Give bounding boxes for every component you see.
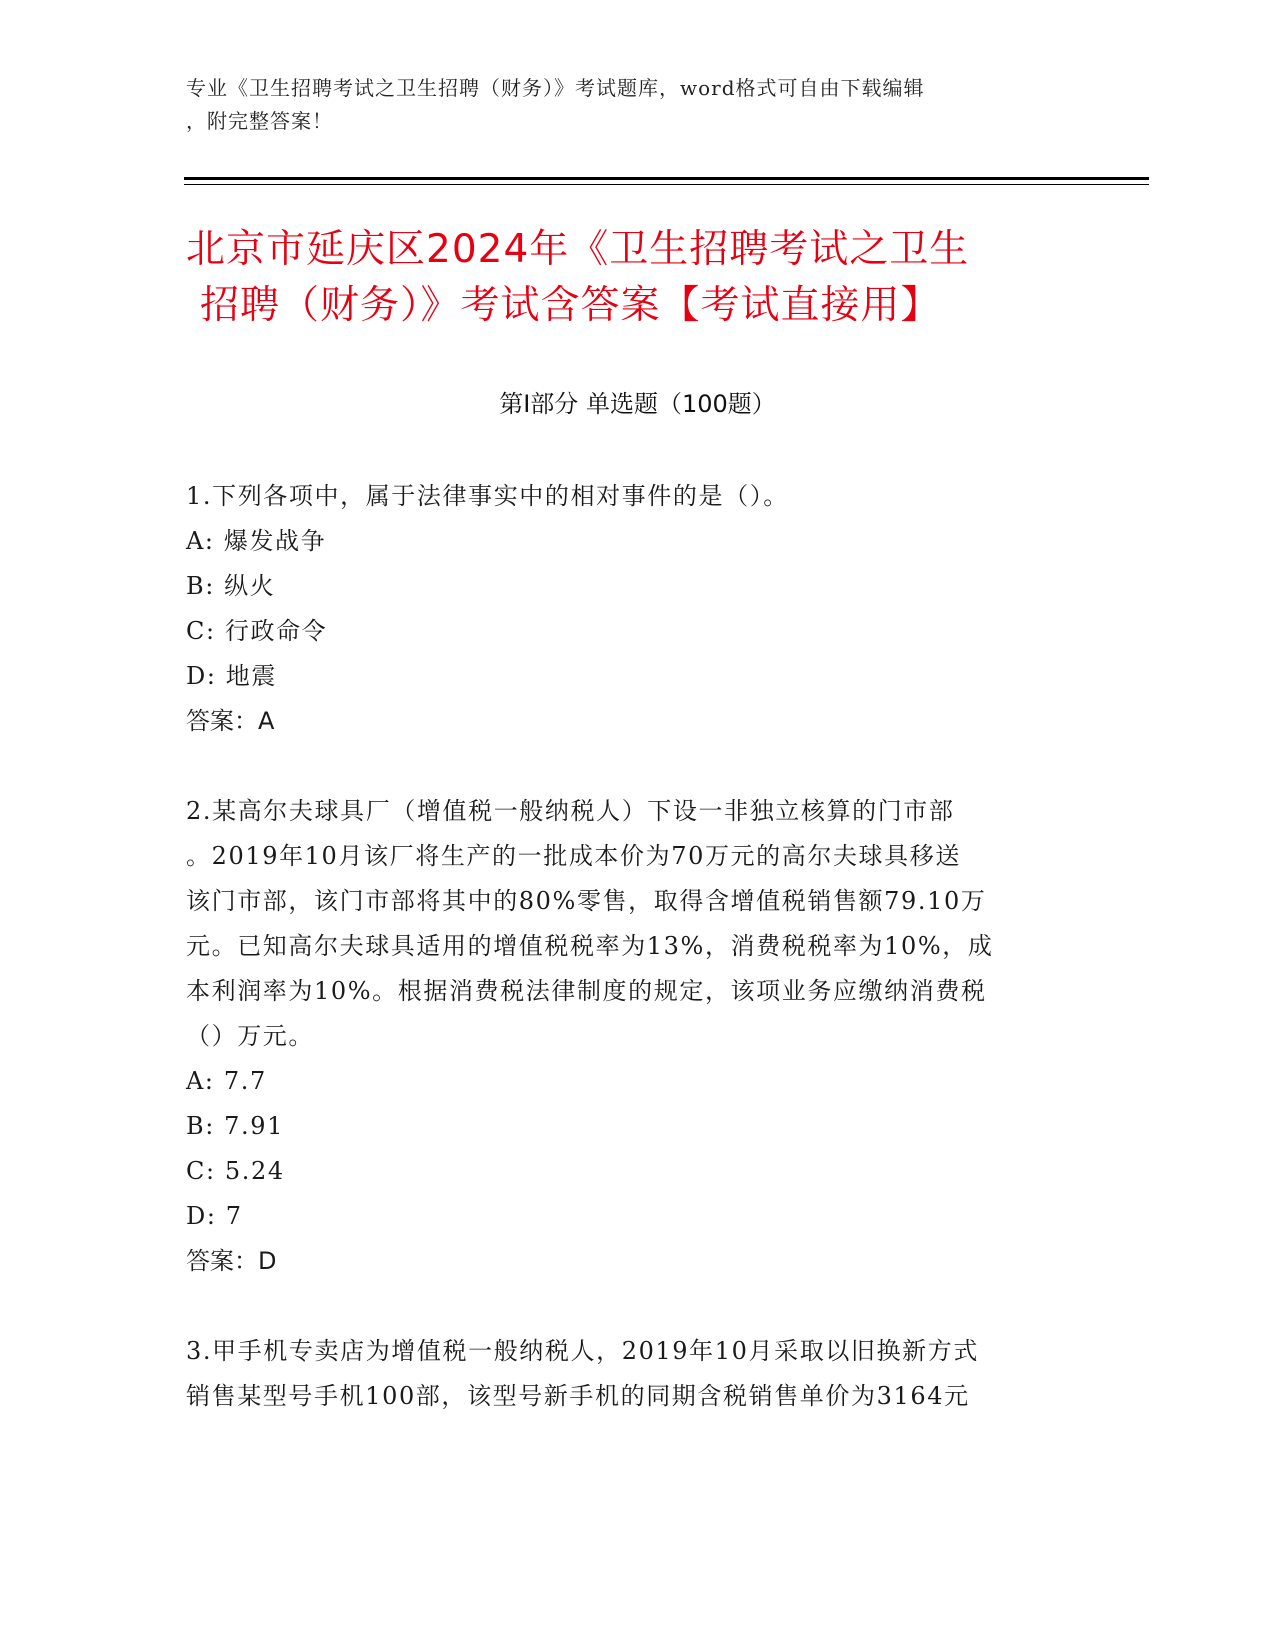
question-stem-line: 3.甲手机专卖店为增值税一般纳税人，2019年10月采取以旧换新方式 [186,1337,979,1365]
question-stem-line: 本利润率为10%。根据消费税法律制度的规定，该项业务应缴纳消费税 [186,977,987,1005]
option-c: C: 行政命令 [186,617,328,645]
question-1 [186,474,1086,744]
document-title [186,222,1086,334]
header-note-line-1: 专业《卫生招聘考试之卫生招聘（财务）》考试题库，word格式可自由下载编辑 [186,76,925,100]
option-c: C: 5.24 [186,1157,285,1185]
option-a: A: 7.7 [186,1067,267,1095]
question-stem-line: 2.某高尔夫球具厂（增值税一般纳税人）下设一非独立核算的门市部 [186,797,955,825]
section-heading: 第Ⅰ部分 单选题（100题） [499,390,776,418]
question-list [186,474,1086,1419]
question-2 [186,789,1086,1284]
header-divider-thin [184,184,1149,185]
option-a: A: 爆发战争 [186,527,327,555]
question-spacer [186,1284,1086,1329]
question-stem-line: 元。已知高尔夫球具适用的增值税税率为13%，消费税税率为10%，成 [186,932,994,960]
option-b: B: 纵火 [186,572,276,600]
question-spacer [186,744,1086,789]
answer-line: 答案：A [186,707,275,735]
header-divider-thick [184,177,1149,180]
title-line-1: 北京市延庆区2024年《卫生招聘考试之卫生 [186,227,970,272]
question-stem-line: 销售某型号手机100部，该型号新手机的同期含税销售单价为3164元 [186,1382,970,1410]
header-note-line-2: ，附完整答案！ [186,109,333,133]
answer-line: 答案：D [186,1247,277,1275]
question-stem-line: （）万元。 [186,1022,314,1050]
header-note [186,72,1086,138]
question-stem-line: 。2019年10月该厂将生产的一批成本价为70万元的高尔夫球具移送 [186,842,961,870]
option-d: D: 地震 [186,662,277,690]
title-line-2: 招聘（财务）》考试含答案【考试直接用】 [200,283,941,328]
question-stem-line: 1.下列各项中，属于法律事实中的相对事件的是（）。 [186,482,789,510]
question-3 [186,1329,1086,1419]
option-d: D: 7 [186,1202,243,1230]
question-stem-line: 该门市部，该门市部将其中的80%零售，取得含增值税销售额79.10万 [186,887,987,915]
option-b: B: 7.91 [186,1112,284,1140]
